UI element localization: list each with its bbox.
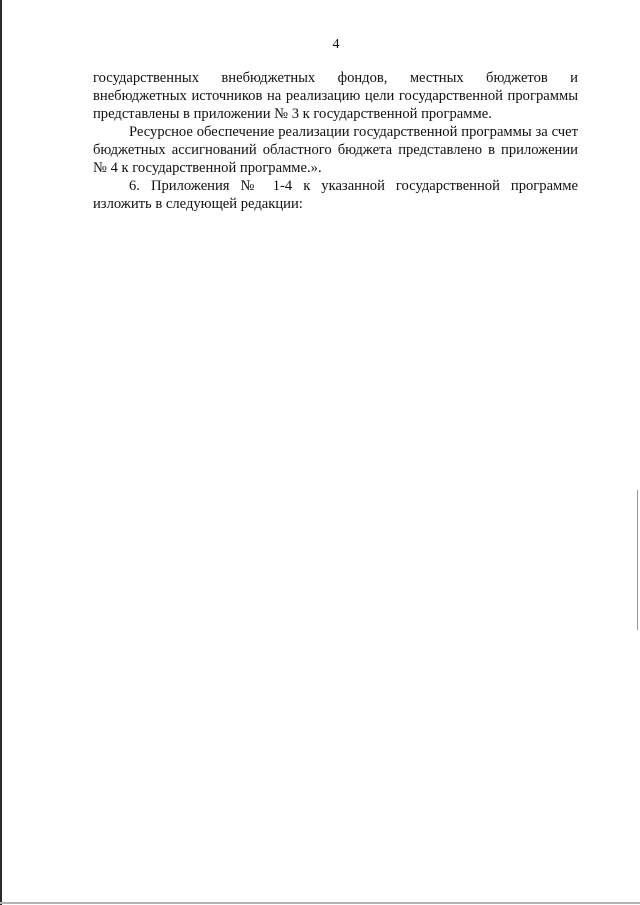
document-body (93, 69, 578, 213)
paragraph-item-6: 6. Приложения № 1-4 к указанной государственной программе изложить в следующей редакции: (93, 178, 578, 212)
scan-bottom-edge (0, 902, 640, 904)
page-number: 4 (332, 37, 340, 52)
scan-right-edge-mark (637, 490, 638, 630)
paragraph-continuation: государственных внебюджетных фондов, местных бюджетов и внебюджетных источников на реализацию цели государственной программы представлены в приложении № 3 к государственной программе. (93, 70, 578, 122)
paragraph-resource-provision: Ресурсное обеспечение реализации государственной программы за счет бюджетных ассигнований областного бюджета представлено в приложении № 4 к государственной программе.». (93, 124, 578, 176)
scan-left-edge (0, 0, 2, 905)
